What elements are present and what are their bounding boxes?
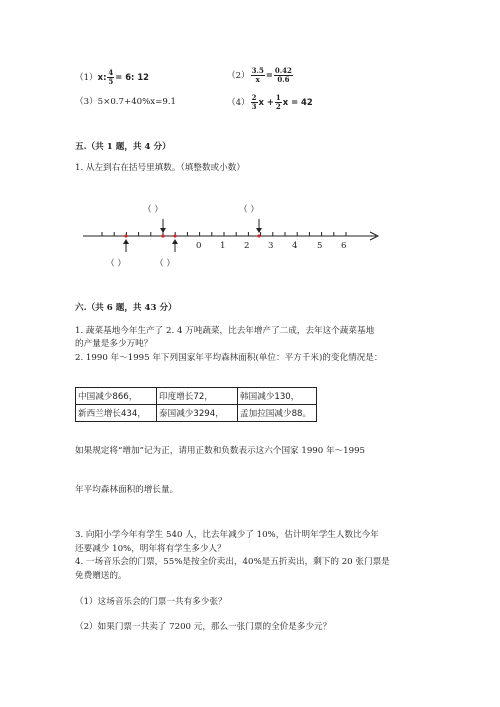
red-point: [124, 234, 127, 237]
question-3-line-2: 还要减少 10%，明年将有学生多少人？: [75, 544, 226, 554]
tick-label-5: 5: [317, 241, 323, 251]
equation-4-rest: x = 42: [282, 97, 313, 107]
fraction-numerator: 0.42: [274, 66, 292, 75]
fraction-numerator: 4: [108, 68, 114, 77]
fraction-denominator: 3: [251, 102, 257, 111]
number-line-ticks: [102, 232, 346, 236]
fraction-denominator: 5: [108, 77, 114, 86]
down-arrow-head: [160, 228, 166, 233]
equation-2-equals: =: [265, 70, 273, 80]
equation-4-mid: x +: [258, 97, 274, 107]
up-arrow-head: [123, 239, 129, 244]
question-1-line-2: 的产量是多少万吨？: [75, 339, 153, 349]
table-cell: 泰国减少3294，: [157, 405, 238, 422]
section-6-heading: 六.（共 6 题，共 43 分）: [75, 303, 177, 313]
fraction-denominator: 0.6: [277, 75, 290, 84]
red-point: [257, 234, 260, 237]
answer-blank-bottom-2[interactable]: （ ）: [155, 259, 175, 269]
table-cell: 印度增长72，: [157, 388, 238, 405]
equation-1-rest: = 6: 12: [115, 72, 149, 82]
table-cell: 孟加拉国减少88。: [238, 405, 317, 422]
question-2-line-2: 如果规定将“增加”记为正，请用正数和负数表示这六个国家 1990 年～1995: [75, 446, 366, 456]
question-2-line-3: 年平均森林面积的增长量。: [75, 485, 179, 495]
equation-3: （3）5×0.7+40%x=9.1: [75, 97, 177, 107]
fraction-denominator: 2: [275, 102, 281, 111]
forest-area-table: [75, 387, 317, 422]
question-4-subquestion-1: （1）这场音乐会的门票一共有多少张？: [75, 597, 227, 607]
table-cell: 新西兰增长434，: [76, 405, 157, 422]
tick-label-0: 0: [196, 241, 202, 251]
answer-blank-top-1[interactable]: （ ）: [143, 205, 163, 215]
tick-label-2: 2: [244, 241, 250, 251]
fraction-numerator: 2: [251, 93, 257, 102]
question-1-line-1: 1. 蔬菜基地今年生产了 2. 4 万吨蔬菜，比去年增产了二成，去年这个蔬菜基地: [75, 326, 375, 336]
red-point: [173, 234, 176, 237]
table-cell: 韩国减少130，: [238, 388, 317, 405]
equation-2-label: （2）: [227, 71, 250, 81]
question-3-line-1: 3. 向阳小学今年有学生 540 人，比去年减少了 10%，估计明年学生人数比今年: [75, 530, 379, 540]
tick-label-4: 4: [292, 241, 298, 251]
fraction-numerator: 1: [275, 93, 281, 102]
fraction-denominator: x: [255, 75, 260, 84]
section-5-heading: 五.（共 1 题，共 4 分）: [75, 142, 171, 152]
table-row: [76, 405, 317, 422]
section-5-question-1: 1. 从左到右在括号里填数。（填整数或小数）: [75, 163, 245, 173]
answer-blank-top-2[interactable]: （ ）: [239, 205, 259, 215]
equation-4-label: （4）: [227, 98, 250, 108]
tick-label-1: 1: [220, 241, 226, 251]
fraction-numerator: 3.5: [251, 66, 264, 75]
table-row: [76, 388, 317, 405]
equation-1-label: （1）: [75, 73, 98, 83]
answer-blank-bottom-1[interactable]: （ ）: [106, 259, 126, 269]
question-4-line-1: 4. 一场音乐会的门票，55%是按全价卖出，40%是五折卖出，剩下的 20 张门票是: [75, 557, 390, 567]
tick-label-3: 3: [268, 241, 274, 251]
question-4-line-2: 免费赠送的。: [75, 571, 127, 581]
question-2-line-1: 2. 1990 年～1995 年下列国家年平均森林面积(单位：平方千米)的变化情况是：: [75, 353, 383, 363]
table-cell: 中国减少866，: [76, 388, 157, 405]
question-4-subquestion-2: （2）如果门票一共卖了 7200 元，那么一张门票的全价是多少元？: [75, 622, 332, 632]
up-arrow-head: [172, 239, 178, 244]
red-point: [161, 234, 164, 237]
equation-1-colon: :: [103, 72, 107, 82]
tick-label-6: 6: [341, 241, 347, 251]
equation-1-var: x: [97, 72, 104, 82]
